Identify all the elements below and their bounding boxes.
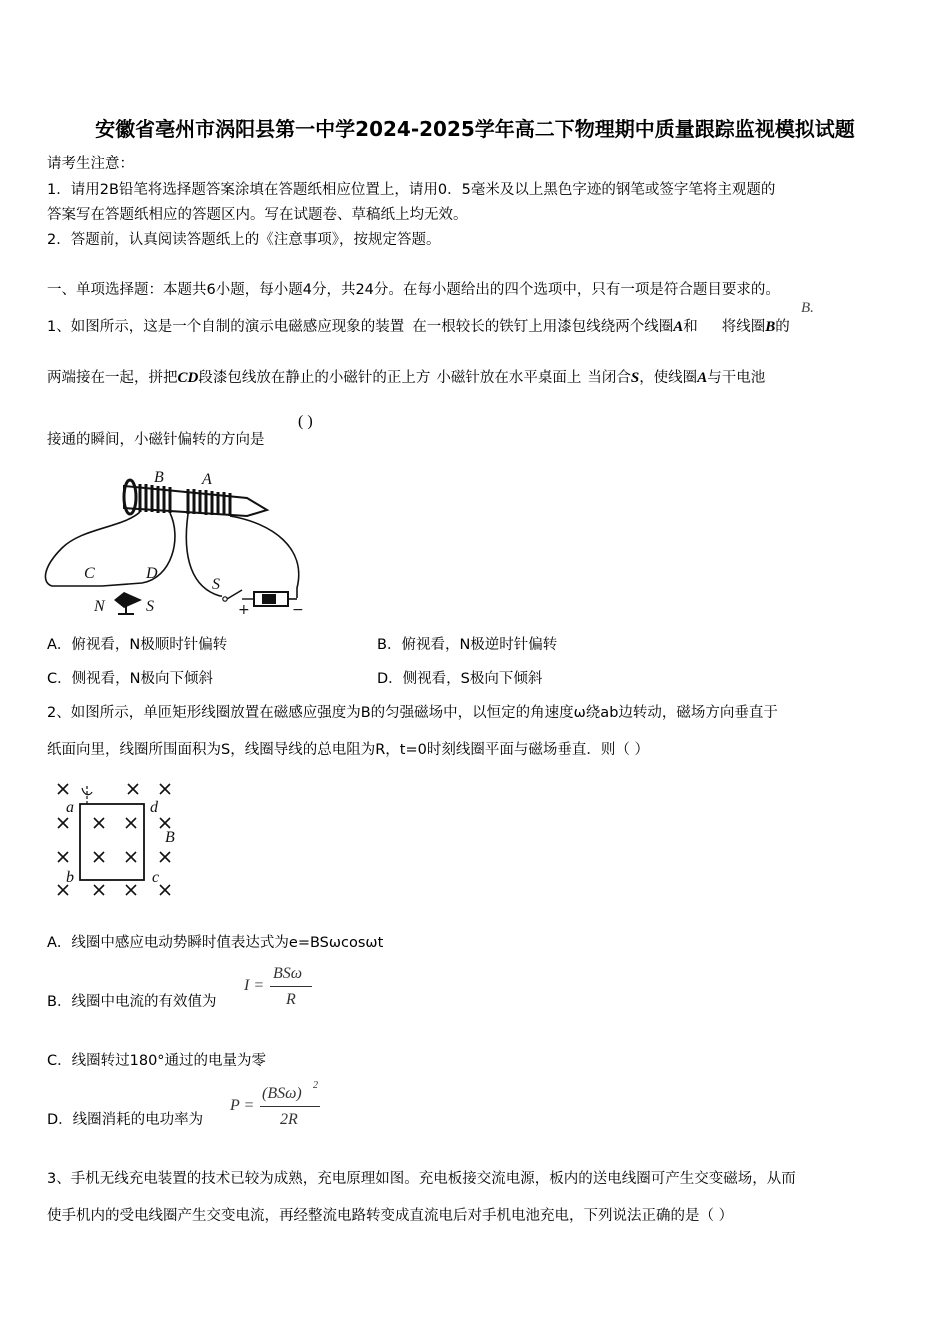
q2-stem-line-1: 2、如图所示，单匝矩形线圈放置在磁感应强度为B的匀强磁场中，以恒定的角速度ω绕ab边转动，磁场方向垂直于 xyxy=(47,705,778,721)
q1-text-part: 当闭合 xyxy=(587,370,631,386)
q2-option-d-numerator: (BSω) xyxy=(262,1085,302,1102)
q1-text-part: 两端接在一起，拼把 xyxy=(47,370,178,386)
page-title: 安徽省亳州市涡阳县第一中学2024-2025学年高二下物理期中质量跟踪监视模拟试题 xyxy=(95,117,855,141)
q2-option-b-lhs: I = xyxy=(244,977,265,994)
fig-label-b: B xyxy=(154,469,164,486)
q1-stem-line-2 xyxy=(47,366,765,387)
fig-label-switch-s: S xyxy=(212,576,220,593)
q1-text-part: 1、如图所示，这是一个自制的演示电磁感应现象的装置 xyxy=(47,319,405,335)
fig-label-minus: − xyxy=(292,602,304,618)
switch-blade xyxy=(227,590,242,599)
fig-label-a: A xyxy=(202,471,212,488)
fig-label-c: c xyxy=(152,869,160,886)
q2-option-d-lhs: P = xyxy=(230,1097,255,1114)
q1-text-part: 的 xyxy=(775,319,790,335)
q2-option-d-denominator: 2R xyxy=(280,1111,298,1128)
q2-option-b-numerator: BSω xyxy=(273,965,303,982)
q1-text-part: 小磁针放在水平桌面上 xyxy=(436,370,582,386)
segment-cd-label: CD xyxy=(177,370,199,386)
q3-stem-line-1: 3、手机无线充电装置的技术已较为成熟，充电原理如图。充电板接交流电源，板内的送电线圈可产生交变磁场，从而 xyxy=(47,1171,796,1187)
q2-option-a[interactable]: A．线圈中感应电动势瞬时值表达式为e=BSωcosωt xyxy=(47,935,384,951)
compass-needle xyxy=(114,592,142,614)
q3-stem-line-2: 使手机内的受电线圈产生交变电流，再经整流电路转变成直流电后对手机电池充电，下列说法正确的是（ ） xyxy=(47,1208,734,1224)
q1-text-part: 与干电池 xyxy=(707,370,766,386)
q2-option-d[interactable]: D．线圈消耗的电功率为 xyxy=(47,1112,204,1128)
fig-label-d: d xyxy=(150,799,158,816)
q2-option-d-exponent: 2 xyxy=(313,1080,318,1091)
notice-item-2: 2．答题前，认真阅读答题纸上的《注意事项》，按规定答题。 xyxy=(47,232,441,248)
coil-a-label: A xyxy=(673,319,684,335)
q1-text-part: 将线圈 xyxy=(721,319,766,335)
notice-heading: 请考生注意： xyxy=(47,156,134,172)
q1-text-part: ，使线圈 xyxy=(639,370,698,386)
q1-option-d[interactable]: D．侧视看，S极向下倾斜 xyxy=(377,671,543,687)
fig-label-n: N xyxy=(94,598,105,615)
q2-stem-line-2: 纸面向里，线圈所围面积为S，线圈导线的总电阻为R，t=0时刻线圈平面与磁场垂直．则（ ） xyxy=(47,742,649,758)
q1-text-part: 段漆包线放在静止的小磁针的正上方 xyxy=(198,370,431,386)
fig-label-s-pole: S xyxy=(146,598,154,615)
q1-answer-bracket: ( ) xyxy=(298,413,313,430)
q2-option-b-fraction-bar xyxy=(270,986,312,987)
q1-text-part: 在一根较长的铁钉上用漆包线绕两个线圈 xyxy=(412,319,674,335)
q1-stem-line-3: 接通的瞬间，小磁针偏转的方向是 xyxy=(47,432,265,448)
section-header: 一、单项选择题：本题共6小题，每小题4分，共24分。在每小题给出的四个选项中，只有一项是符合题目要求的。 xyxy=(47,282,780,298)
notice-item-1-line-2: 答案写在答题纸相应的答题区内。写在试题卷、草稿纸上均无效。 xyxy=(47,207,468,223)
q1-figure xyxy=(42,468,312,618)
q1-option-a[interactable]: A．俯视看，N极顺时针偏转 xyxy=(47,637,228,653)
wire-coil-a-return xyxy=(230,516,299,598)
q1-stem-line-1 xyxy=(47,315,790,336)
q1-option-c[interactable]: C．侧视看，N极向下倾斜 xyxy=(47,671,213,687)
switch-s-label: S xyxy=(630,370,640,386)
coil-a-label: A xyxy=(697,370,708,386)
fig-label-field: B xyxy=(165,829,175,846)
fig-label-c: C xyxy=(84,565,95,582)
q2-option-b[interactable]: B．线圈中电流的有效值为 xyxy=(47,994,217,1010)
rectangular-coil xyxy=(80,804,144,880)
q2-option-b-denominator: R xyxy=(286,991,296,1008)
q1-option-b[interactable]: B．俯视看，N极逆时针偏转 xyxy=(377,637,558,653)
q2-figure xyxy=(50,780,190,910)
q2-option-d-fraction-bar xyxy=(260,1106,320,1107)
coil-a xyxy=(188,489,230,516)
coil-b-superscript: B. xyxy=(801,300,814,316)
fig-label-b: b xyxy=(66,869,74,886)
fig-label-d: D xyxy=(146,565,158,582)
q2-option-c[interactable]: C．线圈转过180°通过的电量为零 xyxy=(47,1053,267,1069)
q1-text-part: 和 xyxy=(683,319,698,335)
fig-label-plus: + xyxy=(238,602,250,618)
fig-label-a: a xyxy=(66,799,74,816)
coil-b-label: B xyxy=(765,319,776,335)
notice-item-1-line-1: 1．请用2B铅笔将选择题答案涂填在答题纸相应位置上，请用0．5毫米及以上黑色字迹的钢笔或签字笔将主观题的 xyxy=(47,182,776,198)
